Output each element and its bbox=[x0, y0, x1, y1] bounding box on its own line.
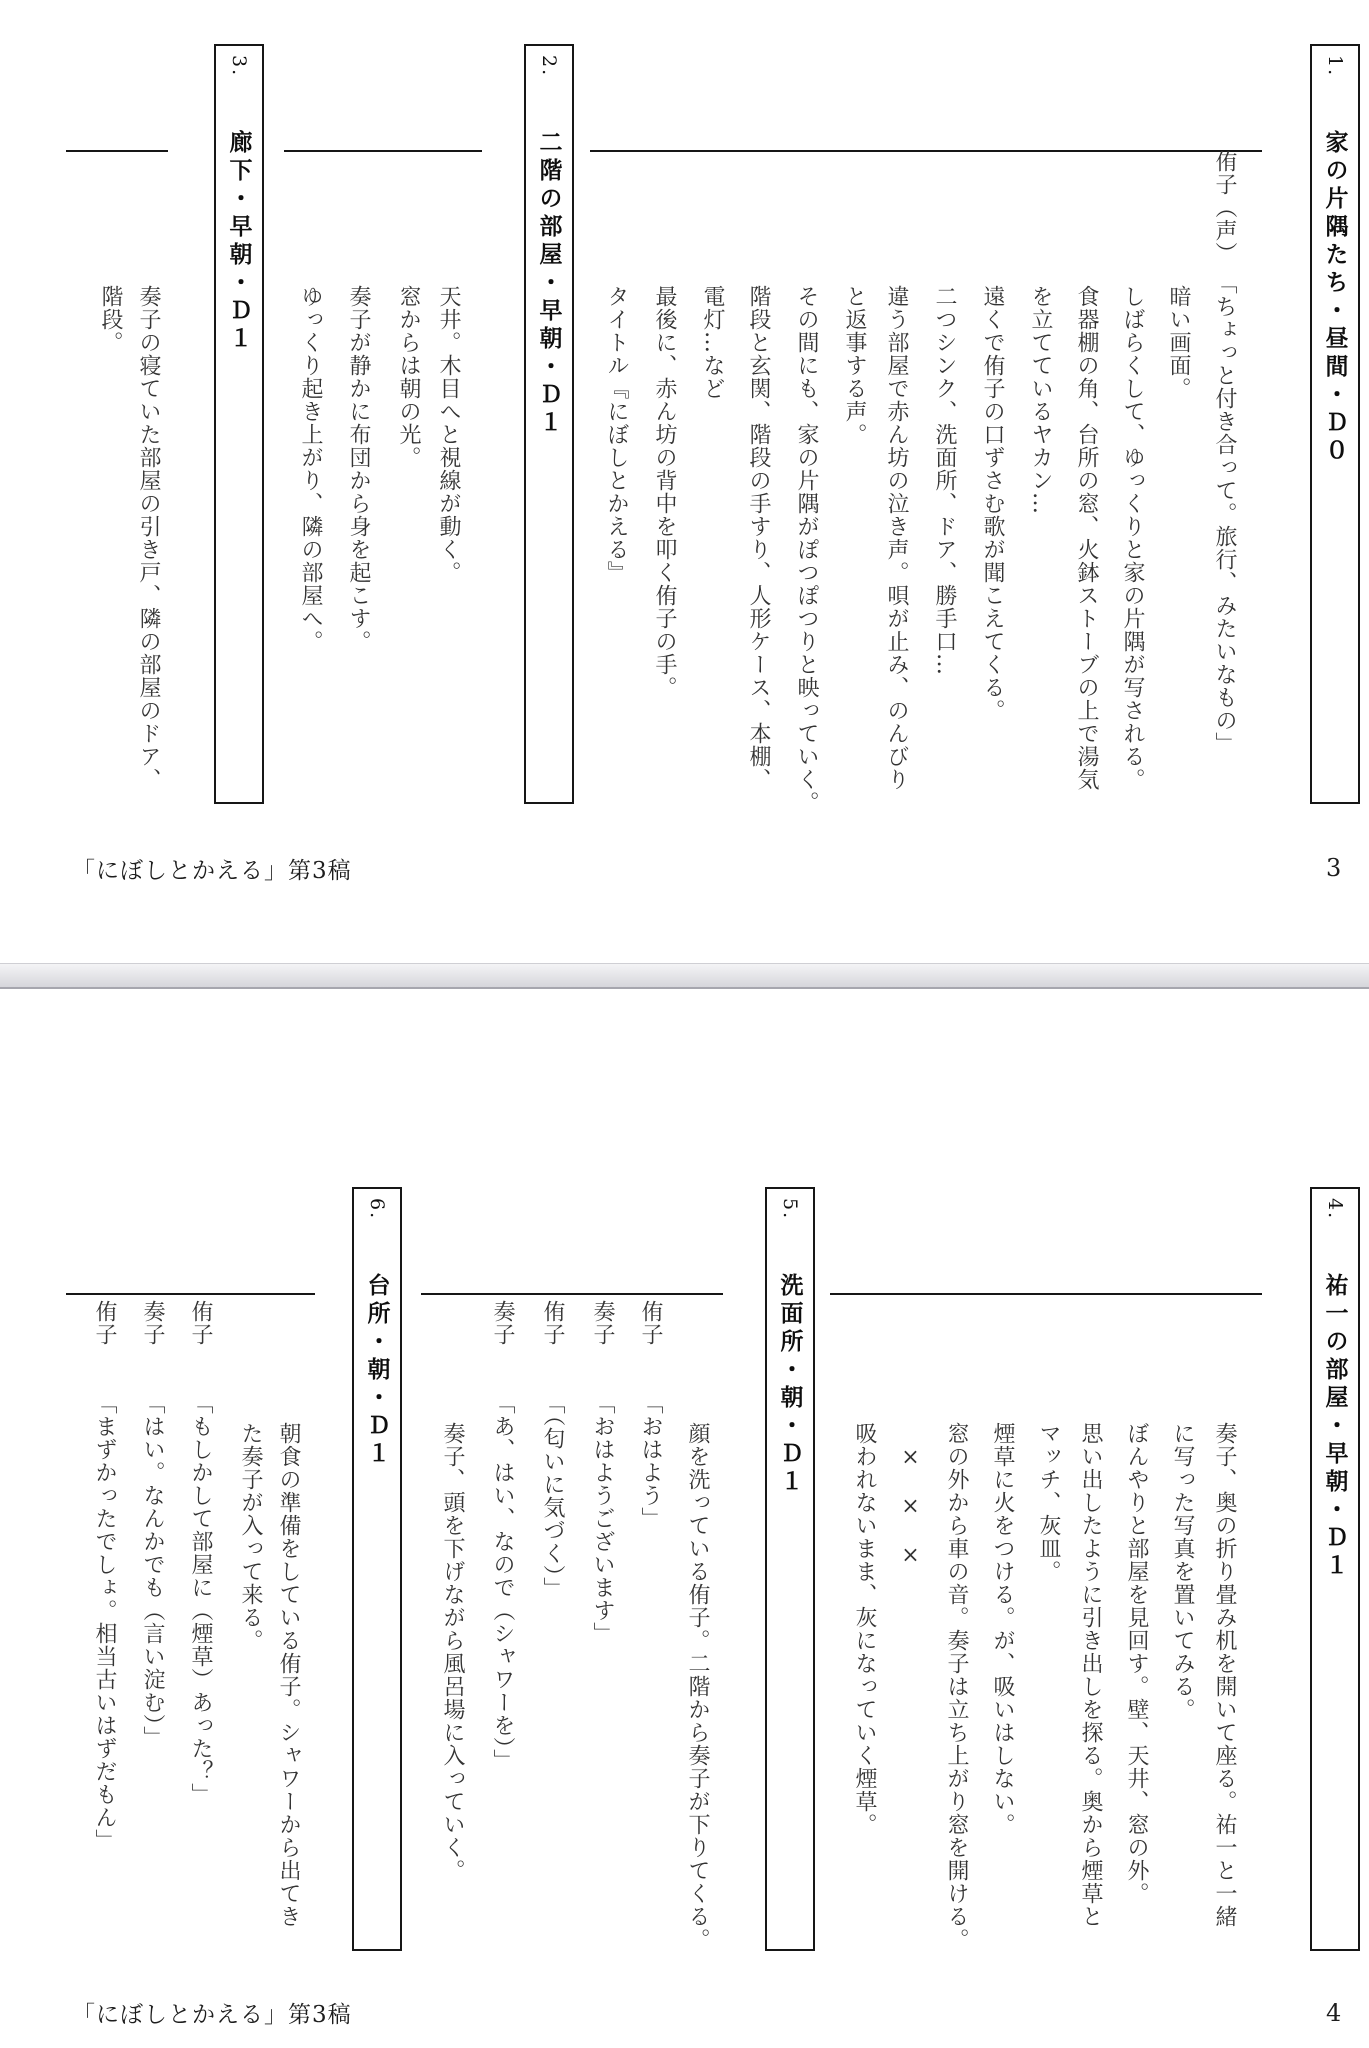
page-footer-title: 「にぼしとかえる」第3稿 bbox=[72, 858, 352, 884]
dialogue-line: 「まずかったでしょ。相当古いはずだもん」 bbox=[92, 1392, 117, 1852]
scene-rule-line bbox=[66, 150, 168, 152]
scene-rule-line bbox=[66, 1293, 315, 1295]
scene-heading-box bbox=[214, 44, 264, 804]
action-line: 食器棚の角、台所の窓、火鉢ストーブの上で湯気 bbox=[1074, 285, 1099, 791]
dialogue-line: 「はい。なんかでも（言い淀む）」 bbox=[140, 1392, 165, 1749]
scene-number: 2. bbox=[538, 55, 560, 78]
scene-title: 祐一の部屋・早朝・Ｄ１ bbox=[1321, 1273, 1349, 1581]
dialogue-line: 「もしかして部屋に（煙草）あった？」 bbox=[188, 1392, 213, 1806]
page-number: 3 bbox=[1326, 854, 1342, 882]
action-line: 吸われないまま、灰になっていく煙草。 bbox=[852, 1422, 877, 1836]
scene-rule-line bbox=[830, 1293, 1262, 1295]
action-line: 奏子、頭を下げながら風呂場に入っていく。 bbox=[440, 1422, 465, 1882]
dialogue-line: 「（匂いに気づく）」 bbox=[540, 1392, 565, 1600]
scene-rule-line bbox=[421, 1293, 723, 1295]
scene-transition-marks: × × × bbox=[898, 1445, 923, 1569]
action-line: 階段と玄関、階段の手すり、人形ケース、本棚、 bbox=[746, 285, 771, 791]
dialogue-line: 「おはようございます」 bbox=[590, 1392, 615, 1645]
action-line: 奏子、奥の折り畳み机を開いて座る。祐一と一緒 bbox=[1212, 1422, 1237, 1928]
action-line: 階段。 bbox=[98, 285, 123, 354]
action-line: 天井。木目へと視線が動く。 bbox=[436, 285, 461, 584]
scene-rule-line bbox=[590, 150, 1262, 152]
scene-title: 廊下・早朝・Ｄ１ bbox=[225, 130, 253, 354]
action-line: 二つシンク、洗面所、ドア、勝手口… bbox=[932, 285, 957, 676]
action-line: 朝食の準備をしている侑子。シャワーから出てき bbox=[276, 1422, 301, 1928]
scene-heading-box bbox=[1310, 1187, 1360, 1951]
scene-title: 台所・朝・Ｄ１ bbox=[363, 1273, 391, 1469]
scene-number: 1. bbox=[1324, 55, 1346, 78]
speaker-name: 奏子 bbox=[140, 1300, 165, 1346]
action-line: 煙草に火をつける。が、吸いはしない。 bbox=[990, 1422, 1015, 1836]
action-line: ぼんやりと部屋を見回す。壁、天井、窓の外。 bbox=[1124, 1422, 1149, 1905]
dialogue-line: 「おはよう」 bbox=[638, 1392, 663, 1530]
action-line: 窓からは朝の光。 bbox=[396, 285, 421, 469]
page-footer-title: 「にぼしとかえる」第3稿 bbox=[72, 2002, 352, 2028]
action-line: を立てているヤカン… bbox=[1028, 285, 1053, 515]
action-line: ゆっくり起き上がり、隣の部屋へ。 bbox=[298, 285, 323, 653]
speaker-name: 侑子 bbox=[540, 1300, 565, 1346]
dialogue-line: 「あ、はい、なので（シャワーを）」 bbox=[490, 1392, 515, 1772]
action-line: 電灯…など bbox=[700, 285, 725, 400]
action-line: マッチ、灰皿。 bbox=[1036, 1422, 1061, 1583]
scene-rule-line bbox=[284, 150, 482, 152]
action-line: 窓の外から車の音。奏子は立ち上がり窓を開ける。 bbox=[944, 1422, 969, 1951]
page-number: 4 bbox=[1326, 1999, 1342, 2027]
action-line: 奏子の寝ていた部屋の引き戸、隣の部屋のドア、 bbox=[136, 285, 161, 791]
speaker-name: 侑子 bbox=[188, 1300, 213, 1346]
action-line: 違う部屋で赤ん坊の泣き声。唄が止み、のんびり bbox=[884, 285, 909, 791]
scene-heading-box bbox=[1310, 44, 1360, 804]
speaker-name: 侑子 bbox=[92, 1300, 117, 1346]
dialogue-line: 「ちょっと付き合って。旅行、みたいなもの」 bbox=[1212, 272, 1237, 755]
scene-number: 6. bbox=[366, 1198, 388, 1221]
action-line: 遠くで侑子の口ずさむ歌が聞こえてくる。 bbox=[980, 285, 1005, 722]
scene-heading-box bbox=[524, 44, 574, 804]
action-line: 最後に、赤ん坊の背中を叩く侑子の手。 bbox=[652, 285, 677, 699]
title-card-line: タイトル『にぼしとかえる』 bbox=[604, 285, 629, 584]
page-divider bbox=[0, 963, 1369, 989]
scene-title: 洗面所・朝・Ｄ１ bbox=[776, 1273, 804, 1497]
speaker-name: 奏子 bbox=[590, 1300, 615, 1346]
scene-number: 5. bbox=[779, 1198, 801, 1221]
action-line: た奏子が入って来る。 bbox=[238, 1422, 263, 1652]
scene-title: 家の片隅たち・昼間・Ｄ０ bbox=[1321, 130, 1349, 466]
action-line: 思い出したように引き出しを探る。奥から煙草と bbox=[1078, 1422, 1103, 1928]
scene-heading-box bbox=[765, 1187, 815, 1951]
action-line: 暗い画面。 bbox=[1166, 285, 1191, 400]
action-line: と返事する声。 bbox=[842, 285, 867, 446]
action-line: に写った写真を置いてみる。 bbox=[1170, 1422, 1195, 1721]
scene-title: 二階の部屋・早朝・Ｄ１ bbox=[535, 130, 563, 438]
speaker-name: 奏子 bbox=[490, 1300, 515, 1346]
action-line: その間にも、家の片隅がぽつぽつりと映っていく。 bbox=[794, 285, 819, 814]
scene-number: 3. bbox=[228, 55, 250, 78]
speaker-name: 侑子 bbox=[638, 1300, 663, 1346]
action-line: しばらくして、ゆっくりと家の片隅が写される。 bbox=[1120, 285, 1145, 791]
scene-heading-box bbox=[352, 1187, 402, 1951]
scene-number: 4. bbox=[1324, 1198, 1346, 1221]
action-line: 奏子が静かに布団から身を起こす。 bbox=[346, 285, 371, 653]
action-line: 顔を洗っている侑子。二階から奏子が下りてくる。 bbox=[685, 1422, 710, 1951]
speaker-name: 侑子（声） bbox=[1212, 150, 1237, 265]
